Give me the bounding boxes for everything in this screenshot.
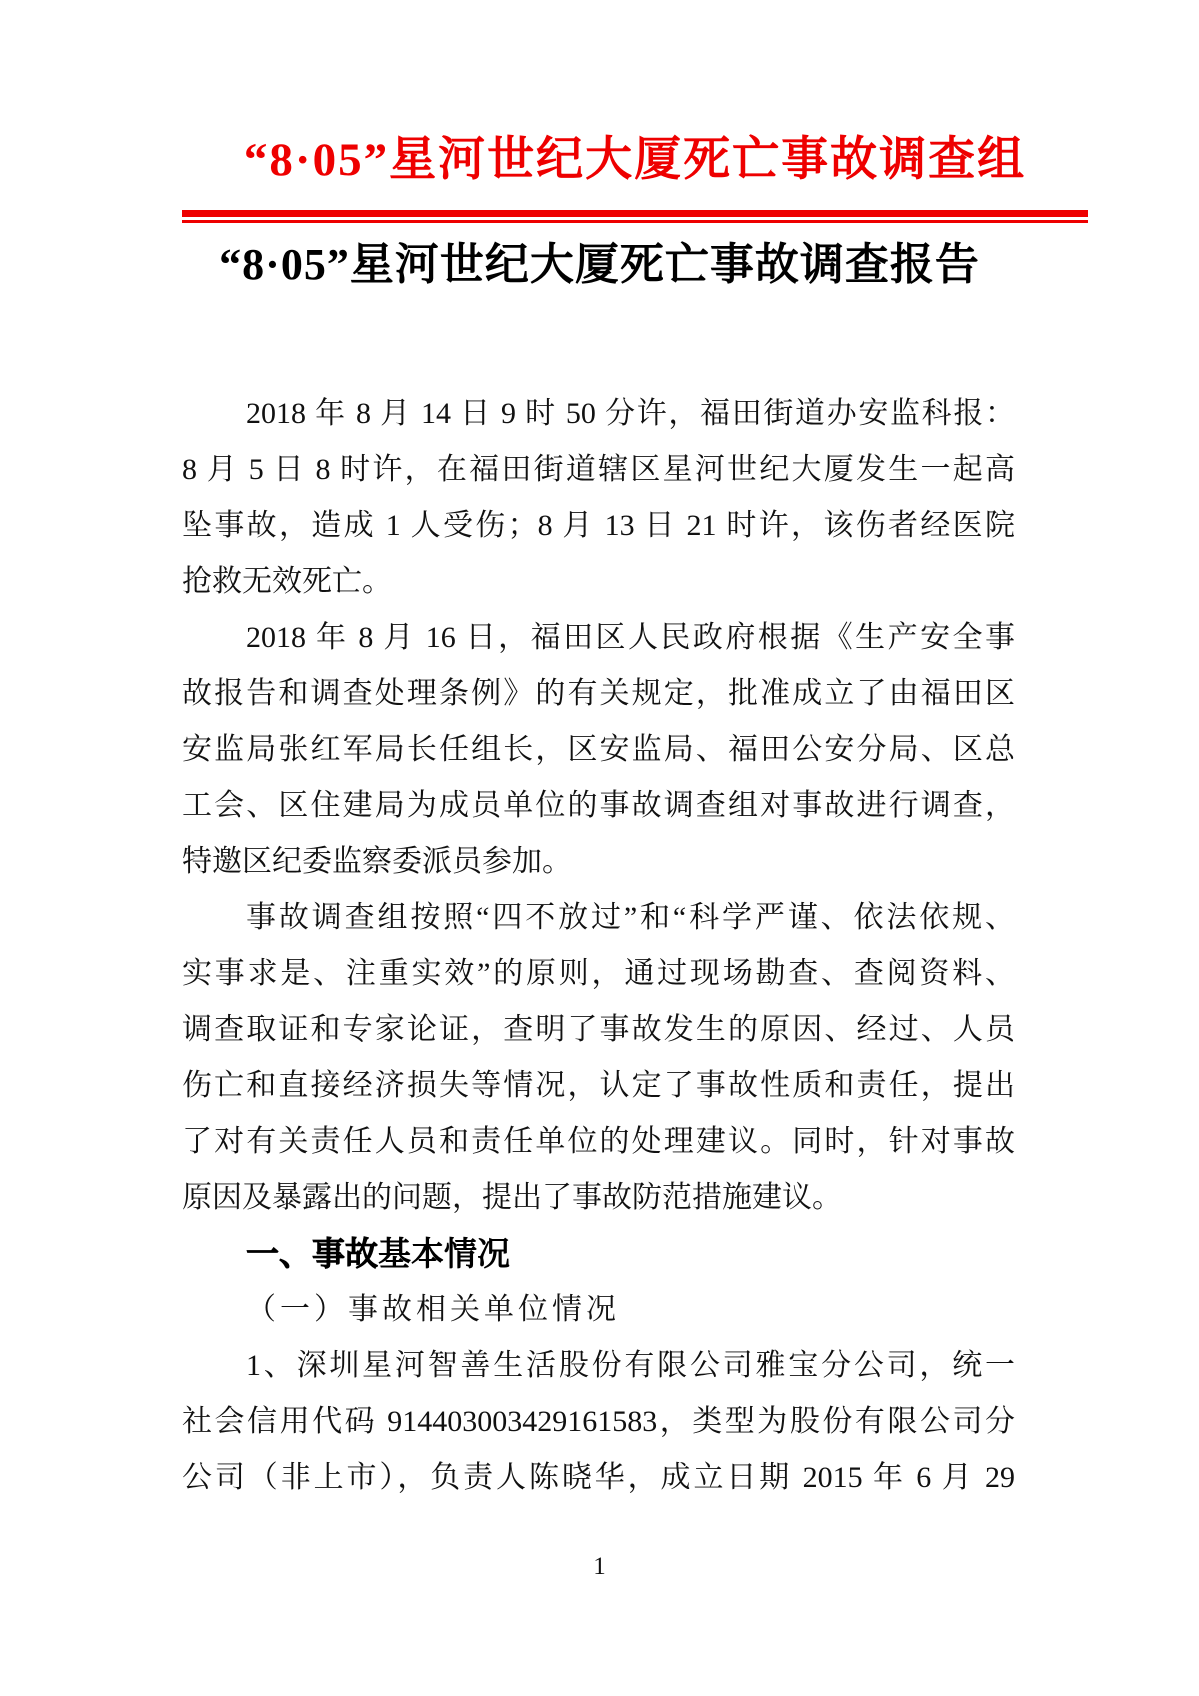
body-line: 8 月 5 日 8 时许，在福田街道辖区星河世纪大厦发生一起高 (182, 453, 1015, 486)
page-number: 1 (593, 1553, 606, 1580)
body-line: 2018 年 8 月 16 日，福田区人民政府根据《生产安全事 (246, 621, 1015, 654)
body-line: 坠事故，造成 1 人受伤；8 月 13 日 21 时许，该伤者经医院 (182, 509, 1015, 542)
body-line: 特邀区纪委监察委派员参加。 (182, 845, 572, 878)
body-line: 2018 年 8 月 14 日 9 时 50 分许，福田街道办安监科报： (246, 397, 1015, 430)
letterhead-title: “8·05”星河世纪大厦死亡事故调查组 (243, 134, 1027, 186)
body-line: 实事求是、注重实效”的原则，通过现场勘查、查阅资料、 (182, 957, 1015, 990)
letterhead-divider (182, 210, 1088, 223)
body-line: 原因及暴露出的问题，提出了事故防范措施建议。 (182, 1181, 842, 1214)
section-heading-text: 基本情况 (378, 1235, 510, 1272)
document-title: “8·05”星河世纪大厦死亡事故调查报告 (219, 240, 980, 289)
body-line: 工会、区住建局为成员单位的事故调查组对事故进行调查， (182, 789, 1015, 822)
body-line: 了对有关责任人员和责任单位的处理建议。同时，针对事故 (182, 1125, 1015, 1158)
body-line: 事故调查组按照“四不放过”和“科学严谨、依法依规、 (246, 901, 1015, 934)
body-line: 伤亡和直接经济损失等情况，认定了事故性质和责任，提出 (182, 1069, 1015, 1102)
body-line: 安监局张红军局长任组长，区安监局、福田公安分局、区总 (182, 733, 1015, 766)
subsection-heading: （一）事故相关单位情况 (246, 1293, 620, 1326)
body-line: 故报告和调查处理条例》的有关规定，批准成立了由福田区 (182, 677, 1015, 710)
body-line: 调查取证和专家论证，查明了事故发生的原因、经过、人员 (182, 1013, 1015, 1046)
body-line: 抢救无效死亡。 (182, 565, 392, 598)
document-body (182, 386, 1015, 1506)
body-line: 公司（非上市），负责人陈晓华，成立日期 2015 年 6 月 29 (182, 1461, 1015, 1494)
body-line: 1、深圳星河智善生活股份有限公司雅宝分公司，统一 (246, 1349, 1015, 1382)
section-heading-number: 一、事故 (246, 1235, 378, 1272)
body-line: 社会信用代码 914403003429161583，类型为股份有限公司分 (182, 1405, 1015, 1438)
section-heading (182, 1226, 1015, 1282)
